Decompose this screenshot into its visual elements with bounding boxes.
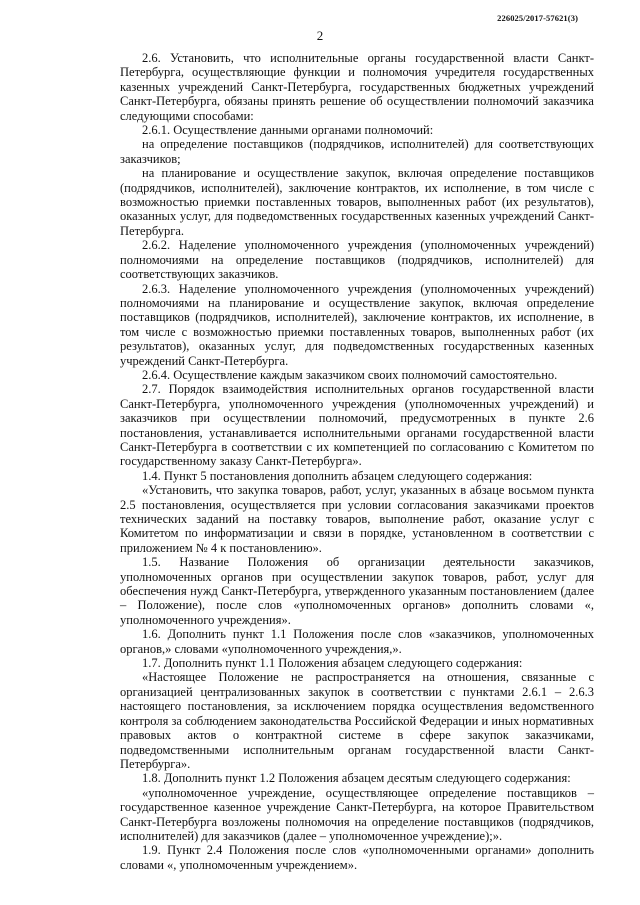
paragraph-2-6-4: 2.6.4. Осуществление каждым заказчиком своих полномочий самостоятельно. [142, 367, 558, 382]
paragraph-2-6-1-b: на планирование и осуществление закупок, включая определение поставщиков (подрядчиков, исполнителей), заключение контрактов, их исполнение, в том числе с возможностью приемки поставленных товаров, выполненных работ (их результатов), оказанных услуг, для подведомственных государственных казенных учреждений Санкт-Петербурга. [120, 166, 594, 238]
paragraph-2-7: 2.7. Порядок взаимодействия исполнительных органов государственной власти Санкт-Петербурга, уполномоченного учреждения (уполномоченных учреждений) и заказчиков при осуществлении полномочий, предусмотренных в пункте 2.6 постановления, устанавливается исполнительными органами государственной власти Санкт-Петербурга в соответствии с их компетенцией по согласованию с Комитетом по государственному заказу Санкт-Петербурга». [120, 382, 594, 469]
paragraph-1-6: 1.6. Дополнить пункт 1.1 Положения после слов «заказчиков, уполномоченных органов,» словами «уполномоченного учреждения,». [120, 627, 594, 656]
paragraph-1-4-text: «Установить, что закупка товаров, работ, услуг, указанных в абзаце восьмом пункта 2.5 постановления, осуществляется при условии согласования заказчиками проектов технических заданий на поставку товаров, выполнение работ, оказание услуг с Комитетом по информатизации и связи в порядке, установленном в соответствии с приложением № 4 к постановлению». [120, 483, 594, 555]
paragraph-2-6-2: 2.6.2. Наделение уполномоченного учреждения (уполномоченных учреждений) полномочиями на определение поставщиков (подрядчиков, исполнителей) для соответствующих заказчиков. [120, 238, 594, 282]
paragraph-1-8: 1.8. Дополнить пункт 1.2 Положения абзацем десятым следующего содержания: [142, 771, 571, 786]
paragraph-1-4: 1.4. Пункт 5 постановления дополнить абзацем следующего содержания: [142, 468, 533, 483]
document-body [120, 51, 594, 872]
paragraph-1-8-text: «уполномоченное учреждение, осуществляющее определение поставщиков – государственное казенное учреждение Санкт-Петербурга, на которое Правительством Санкт-Петербурга возложены полномочия на определение поставщиков (подрядчиков, исполнителей) для заказчиков (далее – уполномоченное учреждение);». [120, 785, 594, 843]
page-number: 2 [316, 28, 324, 43]
paragraph-2-6-3: 2.6.3. Наделение уполномоченного учреждения (уполномоченных учреждений) полномочиями на планирование и осуществление закупок, включая определение поставщиков (подрядчиков, исполнителей), заключение контрактов, их исполнение, в том числе с возможностью приемки поставленных товаров, выполненных работ (их результатов), оказанных услуг, для подведомственных государственных казенных учреждений Санкт-Петербурга. [120, 281, 594, 368]
paragraph-1-7: 1.7. Дополнить пункт 1.1 Положения абзацем следующего содержания: [142, 656, 523, 671]
paragraph-2-6-1: 2.6.1. Осуществление данными органами полномочий: [142, 123, 434, 138]
paragraph-1-5: 1.5. Название Положения об организации деятельности заказчиков, уполномоченных органов при осуществлении закупок товаров, работ, услуг для обеспечения нужд Санкт-Петербурга, утвержденного указанным постановлением (далее – Положение), после слов «уполномоченных органов» дополнить словами «, уполномоченного учреждения». [120, 555, 594, 627]
document-code: 226025/2017-57621(3) [497, 13, 578, 23]
paragraph-1-7-text: «Настоящее Положение не распространяется на отношения, связанные с организацией централизованных закупок в соответствии с пунктами 2.6.1 – 2.6.3 настоящего постановления, за исключением порядка осуществления ведомственного контроля за соблюдением законодательства Российской Федерации и иных нормативных правовых актов о контрактной системе в сфере закупок заказчиками, подведомственными исполнительным органам государственной власти Санкт-Петербурга». [120, 670, 594, 771]
paragraph-2-6: 2.6. Установить, что исполнительные органы государственной власти Санкт-Петербурга, осуществляющие функции и полномочия учредителя государственных казенных учреждений Санкт-Петербурга, государственных бюджетных учреждений Санкт-Петербурга, обязаны принять решение об осуществлении полномочий заказчика следующими способами: [120, 51, 594, 123]
paragraph-1-9: 1.9. Пункт 2.4 Положения после слов «уполномоченными органами» дополнить словами «, уполномоченным учреждением». [120, 843, 594, 872]
paragraph-2-6-1-a: на определение поставщиков (подрядчиков, исполнителей) для соответствующих заказчиков; [120, 137, 594, 166]
